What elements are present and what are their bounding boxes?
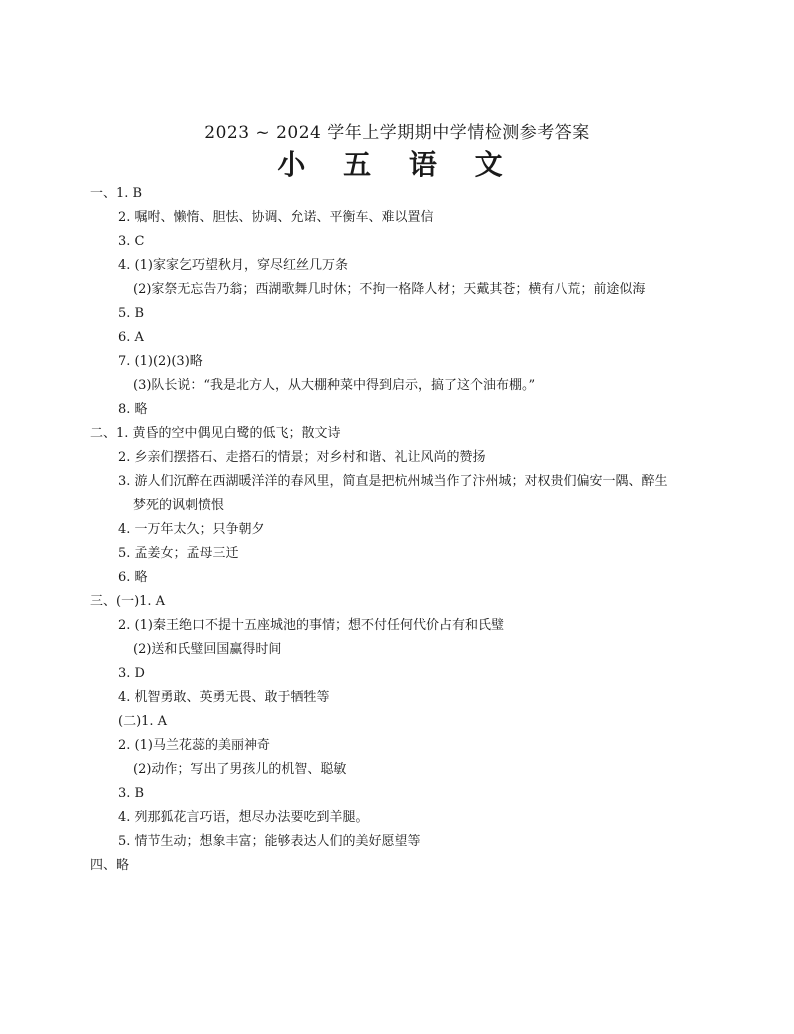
answer-line: 三、(一)1. A xyxy=(90,594,166,609)
answer-line: (二)1. A xyxy=(118,714,168,729)
answer-line: 2. 嘱咐、懒惰、胆怯、协调、允诺、平衡车、难以置信 xyxy=(118,210,434,225)
answer-line: 7. (1)(2)(3)略 xyxy=(118,354,203,369)
answer-line: 一、1. B xyxy=(90,186,143,201)
answer-line: (2)家祭无忘告乃翁；西湖歌舞几时休；不拘一格降人材；天戴其苍；横有八荒；前途似海 xyxy=(133,282,646,297)
answer-line: 5. 孟姜女；孟母三迁 xyxy=(118,546,239,561)
answer-line: 3. B xyxy=(118,786,145,801)
answer-line: 梦死的讽刺愤恨 xyxy=(133,498,225,513)
answer-line: 5. 情节生动；想象丰富；能够表达人们的美好愿望等 xyxy=(118,834,421,849)
answer-line: 4. 机智勇敢、英勇无畏、敢于牺牲等 xyxy=(118,690,330,705)
answer-line: (3)队长说：“我是北方人，从大棚种菜中得到启示，搞了这个油布棚。” xyxy=(133,378,536,393)
answer-line: 4. 一万年太久；只争朝夕 xyxy=(118,522,265,537)
answer-line: 四、略 xyxy=(90,858,130,873)
answer-line: 4. (1)家家乞巧望秋月，穿尽红丝几万条 xyxy=(118,258,348,273)
document-title: 小 五 语 文 xyxy=(277,148,517,181)
answer-line: 2. 乡亲们摆搭石、走搭石的情景；对乡村和谐、礼让风尚的赞扬 xyxy=(118,450,486,465)
answer-line: 4. 列那狐花言巧语，想尽办法要吃到羊腿。 xyxy=(118,810,369,825)
document-subtitle: 2023 ~ 2024 学年上学期期中学情检测参考答案 xyxy=(204,123,590,143)
answer-line: 2. (1)马兰花蕊的美丽神奇 xyxy=(118,738,270,753)
answer-line: (2)送和氏璧回国赢得时间 xyxy=(133,642,282,657)
answer-line: 8. 略 xyxy=(118,402,148,417)
answer-line: 二、1. 黄昏的空中偶见白鹭的低飞；散文诗 xyxy=(90,426,341,441)
answer-line: 5. B xyxy=(118,306,145,321)
answer-line: (2)动作；写出了男孩儿的机智、聪敏 xyxy=(133,762,347,777)
answer-line: 6. 略 xyxy=(118,570,148,585)
answer-line: 3. D xyxy=(118,666,145,681)
answer-line: 3. 游人们沉醉在西湖暖洋洋的春风里，简直是把杭州城当作了汴州城；对权贵们偏安一隅、醉生 xyxy=(118,474,668,489)
answer-line: 3. C xyxy=(118,234,145,249)
answer-line: 2. (1)秦王绝口不提十五座城池的事情；想不付任何代价占有和氏璧 xyxy=(118,618,504,633)
answer-line: 6. A xyxy=(118,330,144,345)
